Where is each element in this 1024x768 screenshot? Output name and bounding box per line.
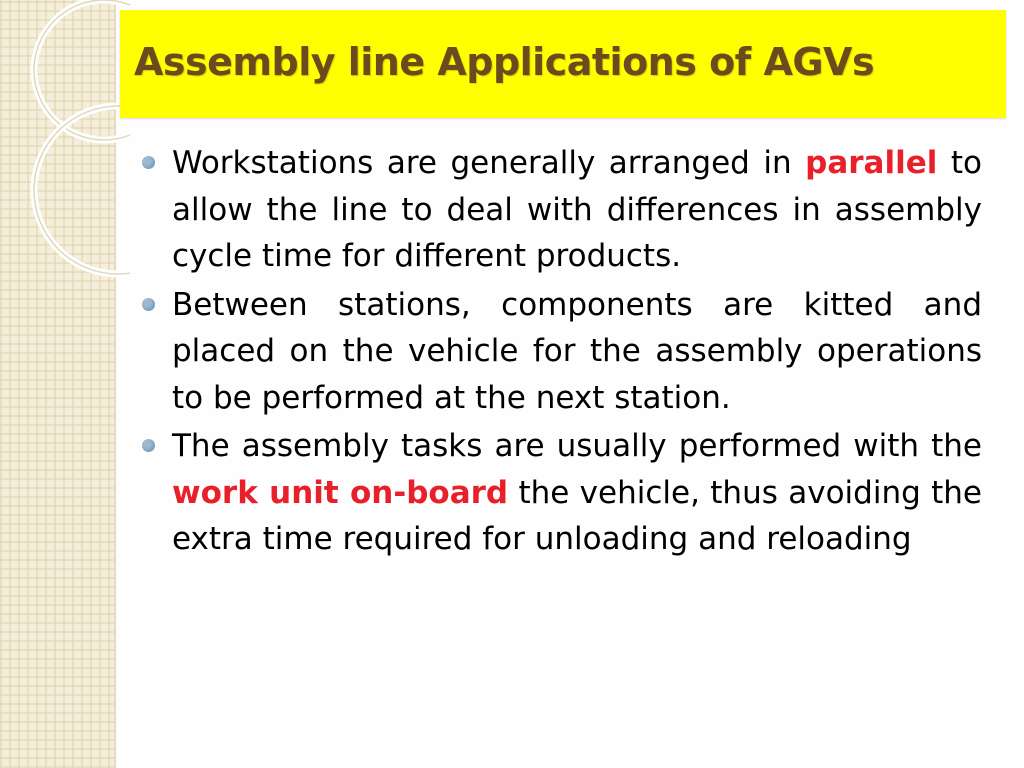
bullet-1-text-pre: Workstations are generally arranged in <box>172 145 806 181</box>
bullet-dot-icon <box>142 156 155 169</box>
title-band <box>120 10 1006 118</box>
slide-content <box>140 140 982 565</box>
bullet-list <box>140 140 982 563</box>
bullet-item-3 <box>140 423 982 563</box>
bullet-dot-icon <box>142 439 155 452</box>
bullet-1-highlight: parallel <box>805 145 938 181</box>
bullet-3-text-post: the vehicle, thus avoiding the extra time required for unloading and reloading <box>172 474 982 557</box>
bullet-3-text-pre: The assembly tasks are usually performed with the <box>172 428 982 464</box>
bullet-item-1 <box>140 140 982 280</box>
bullet-2-text: Between stations, components are kitted and placed on the vehicle for the assembly operations to be performed at the next station. <box>172 286 982 416</box>
slide-title: Assembly line Applications of AGVs <box>134 40 875 84</box>
bullet-item-2 <box>140 282 982 422</box>
decorative-circles <box>0 0 130 330</box>
bullet-3-highlight: work unit on-board <box>172 474 509 511</box>
bullet-dot-icon <box>142 298 155 311</box>
bullet-1-text-post: to allow the line to deal with differences in assembly cycle time for different products. <box>172 145 982 274</box>
